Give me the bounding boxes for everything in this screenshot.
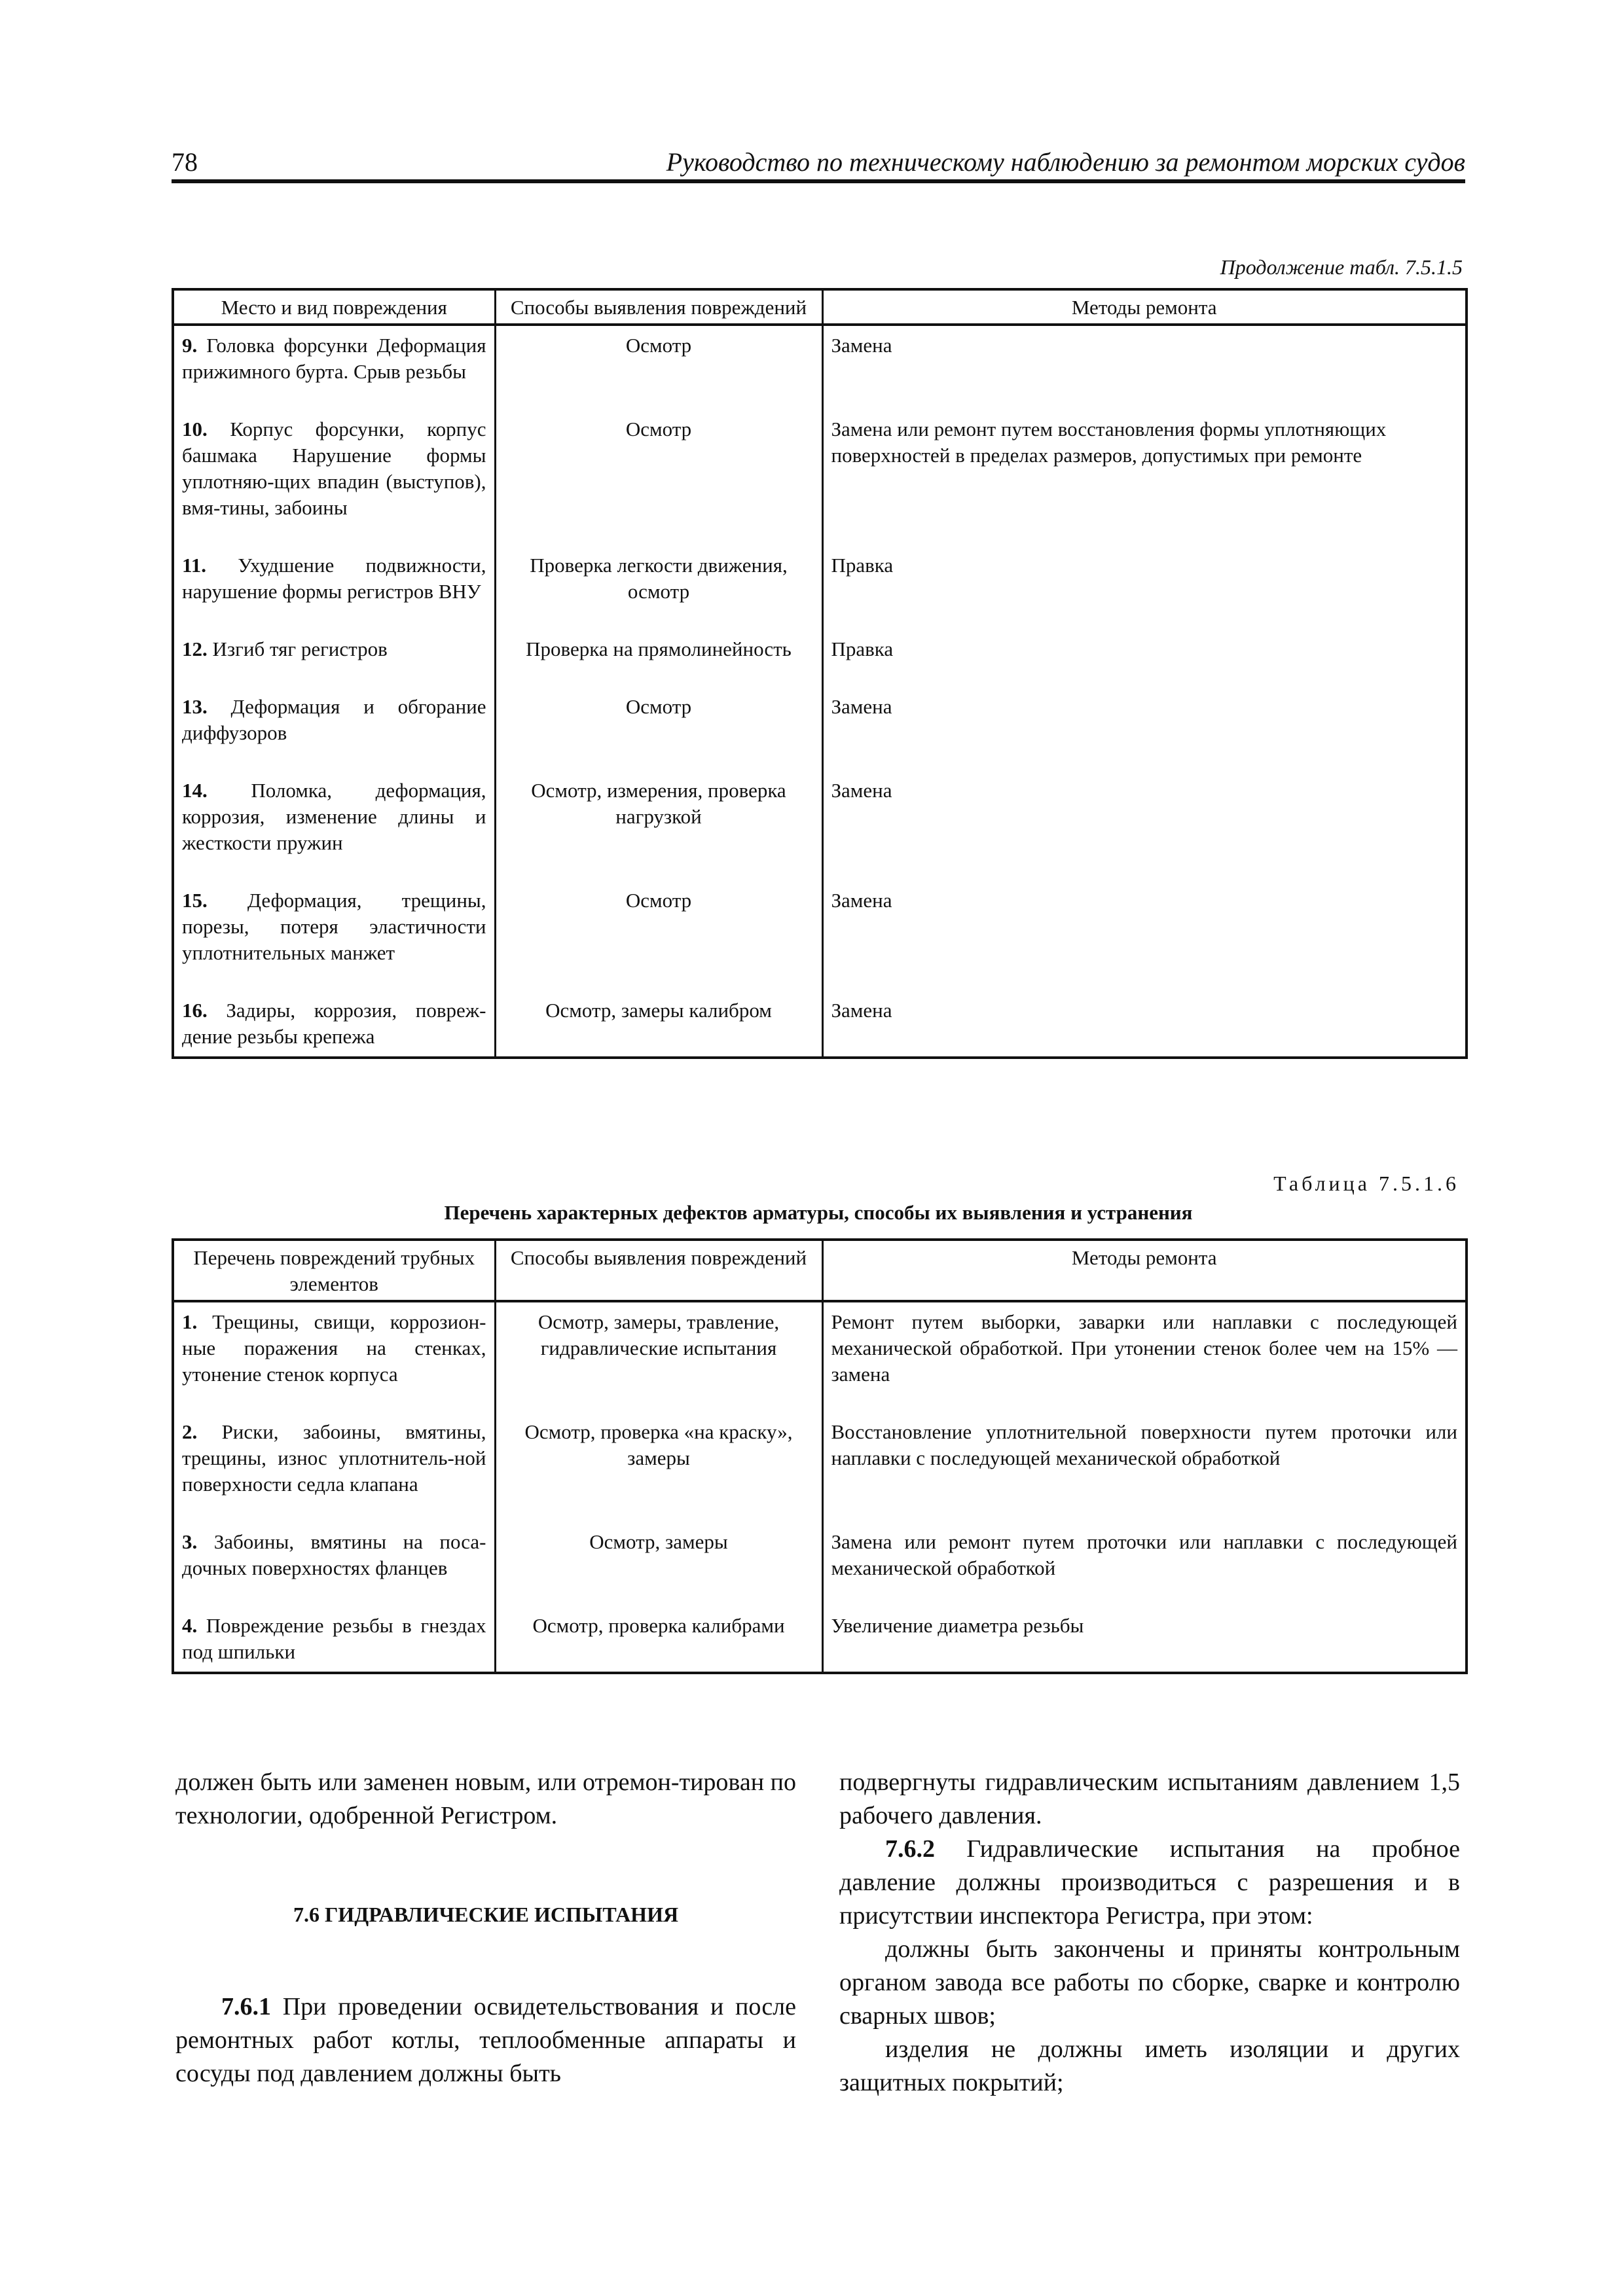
cell-detection: Осмотр [495,881,822,991]
cell-detection: Проверка легкости движения, осмотр [495,546,822,630]
cell-detection: Осмотр, проверка «на краску», замеры [495,1412,822,1522]
table-body [173,325,1467,1058]
clause-number: 7.6.1 [221,1993,271,2020]
cell-damage [173,325,495,410]
table-row [173,325,1467,410]
table-body [173,1301,1467,1673]
table-continuation-caption: Продолжение табл. 7.5.1.5 [1220,255,1463,279]
column-header-detection: Способы выявления повреждений [495,289,822,325]
cell-detection: Осмотр [495,410,822,546]
cell-detection: Осмотр, замеры калибром [495,991,822,1058]
cell-repair: Правка [822,546,1467,630]
row-number: 9. [182,334,198,357]
fittings-defects-table [172,1238,1468,1674]
damage-text: Повреждение резьбы в гнездах под шпильки [182,1614,486,1663]
row-number: 2. [182,1420,198,1443]
cell-damage [173,410,495,546]
cell-damage [173,1301,495,1412]
cell-repair: Правка [822,630,1467,687]
row-number: 3. [182,1530,198,1553]
cell-repair: Замена [822,771,1467,881]
table-row [173,687,1467,771]
damage-text: Головка форсунки Деформация прижимного бурта. Срыв резьбы [182,334,486,383]
table-row [173,1606,1467,1673]
cell-repair: Замена [822,687,1467,771]
column-header-damage: Перечень повреждений трубных элементов [173,1240,495,1301]
damage-text: Изгиб тяг регистров [212,637,388,660]
paragraph: подвергнуты гидравлическим испытаниям давлением 1,5 рабочего давления. [839,1768,1460,1829]
row-number: 15. [182,889,208,912]
damage-text: Поломка, деформация, коррозия, изменение длины и жесткости пружин [182,779,486,854]
table-row [173,630,1467,687]
table-header-row [173,289,1467,325]
paragraph: должны быть закончены и приняты контрольным органом завода все работы по сборке, сварке и контролю сварных швов; [839,1935,1460,2030]
running-title: Руководство по техническому наблюдению за ремонтом морских судов [666,147,1465,177]
table-label: Таблица 7.5.1.6 [1273,1172,1459,1195]
cell-damage [173,630,495,687]
cell-detection: Осмотр [495,687,822,771]
page-number: 78 [172,147,198,177]
damage-text: Риски, забоины, вмятины, трещины, износ уплотнитель-ной поверхности седла клапана [182,1420,486,1496]
row-number: 10. [182,418,208,440]
cell-repair: Замена или ремонт путем проточки или наплавки с последующей механической обработкой [822,1522,1467,1606]
cell-damage [173,1412,495,1522]
cell-damage [173,1606,495,1673]
column-header-detection: Способы выявления повреждений [495,1240,822,1301]
table-title: Перечень характерных дефектов арматуры, способы их выявления и устранения [444,1201,1193,1224]
table-row [173,410,1467,546]
damage-text: Забоины, вмятины на поса-дочных поверхностях фланцев [182,1530,486,1579]
clause-text: При проведении освидетельствования и после ремонтных работ котлы, теплообменные аппараты и сосуды под давлением должны быть [175,1993,797,2087]
table-row [173,1301,1467,1412]
table-header-row [173,1240,1467,1301]
column-header-repair: Методы ремонта [822,1240,1467,1301]
paragraph: изделия не должны иметь изоляции и других защитных покрытий; [839,2036,1460,2096]
paragraph: должен быть или заменен новым, или отремон-тирован по технологии, одобренной Регистром. [175,1768,796,1829]
cell-repair: Замена [822,881,1467,991]
cell-damage [173,771,495,881]
cell-repair: Восстановление уплотнительной поверхности путем проточки или наплавки с последующей механической обработкой [822,1412,1467,1522]
damage-text: Корпус форсунки, корпус башмака Нарушение формы уплотняю-щих впадин (выступов), вмя-тины, забоины [182,418,486,519]
defects-table-continued [172,288,1468,1059]
cell-damage [173,881,495,991]
row-number: 13. [182,695,208,718]
row-number: 11. [182,554,207,577]
cell-repair: Увеличение диаметра резьбы [822,1606,1467,1673]
table-row [173,546,1467,630]
page-header [172,143,1465,183]
cell-damage [173,687,495,771]
cell-damage [173,991,495,1058]
paragraph-7-6-1 [175,1990,796,2090]
cell-repair: Замена [822,991,1467,1058]
row-number: 4. [182,1614,198,1637]
clause-text: Гидравлические испытания на пробное давление должны производиться с разрешения и в присутствии инспектора Регистра, при этом: [839,1835,1460,1929]
clause-number: 7.6.2 [885,1835,935,1863]
row-number: 12. [182,637,208,660]
row-number: 16. [182,999,208,1022]
row-number: 1. [182,1310,198,1333]
cell-detection: Осмотр, измерения, проверка нагрузкой [495,771,822,881]
text-column-left [175,1766,796,2090]
table-row [173,881,1467,991]
table-row [173,1412,1467,1522]
cell-detection: Осмотр, проверка калибрами [495,1606,822,1673]
cell-detection: Осмотр [495,325,822,410]
row-number: 14. [182,779,208,802]
damage-text: Ухудшение подвижности, нарушение формы регистров ВНУ [182,554,486,603]
table-row [173,771,1467,881]
damage-text: Трещины, свищи, коррозион-ные поражения на стенках, утонение стенок корпуса [182,1310,486,1386]
column-header-repair: Методы ремонта [822,289,1467,325]
cell-repair: Ремонт путем выборки, заварки или наплавки с последующей механической обработкой. При утонении стенок более чем на 15% — замена [822,1301,1467,1412]
cell-damage [173,546,495,630]
damage-text: Деформация, трещины, порезы, потеря эластичности уплотнительных манжет [182,889,486,964]
text-column-right [839,1766,1460,2100]
table-row [173,991,1467,1058]
damage-text: Задиры, коррозия, повреж-дение резьбы крепежа [182,999,486,1048]
damage-text: Деформация и обгорание диффузоров [182,695,486,744]
cell-repair: Замена или ремонт путем восстановления формы уплотняющих поверхностей в пределах размеров, допустимых при ремонте [822,410,1467,546]
cell-detection: Осмотр, замеры, травление, гидравлические испытания [495,1301,822,1412]
cell-detection: Проверка на прямолинейность [495,630,822,687]
cell-repair: Замена [822,325,1467,410]
table-row [173,1522,1467,1606]
column-header-damage: Место и вид повреждения [173,289,495,325]
cell-detection: Осмотр, замеры [495,1522,822,1606]
section-heading: 7.6 ГИДРАВЛИЧЕСКИЕ ИСПЫТАНИЯ [293,1903,679,1926]
cell-damage [173,1522,495,1606]
paragraph-7-6-2 [839,1833,1460,1933]
